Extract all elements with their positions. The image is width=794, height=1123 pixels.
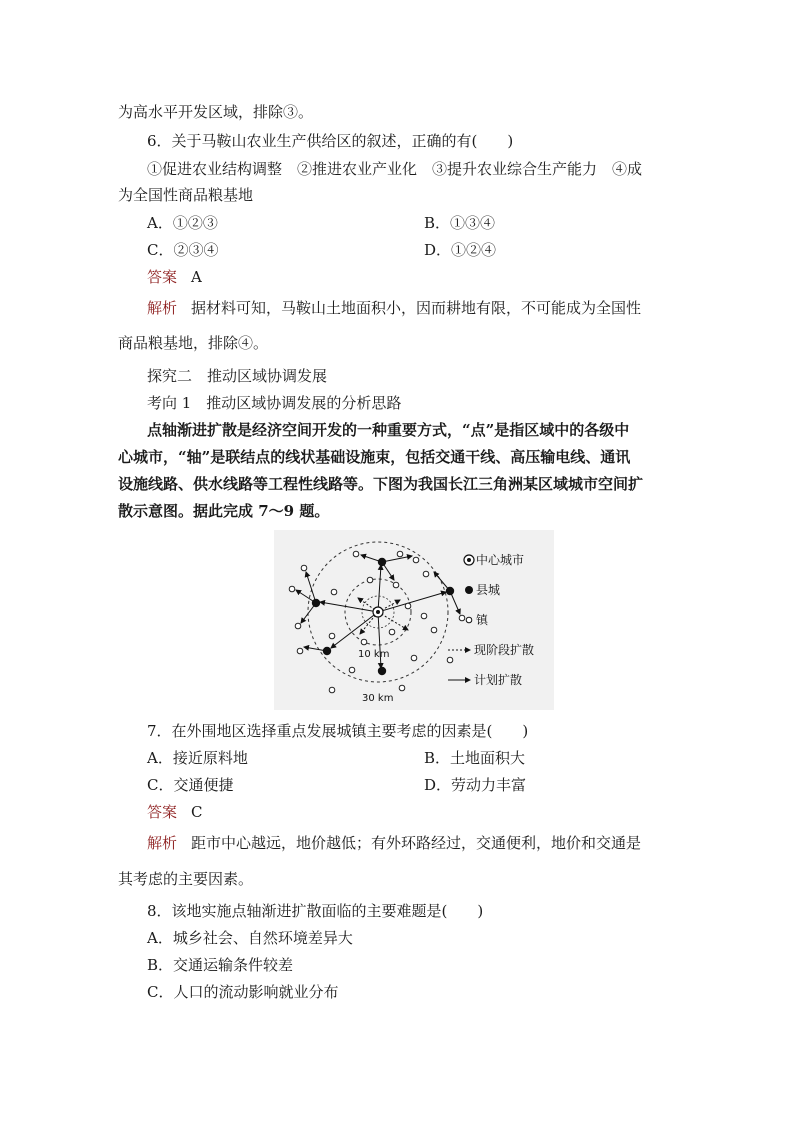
q8-stem: 8．该地实施点轴渐进扩散面临的主要难题是( ): [147, 902, 484, 920]
material-line-4: 散示意图。据此完成 7～9 题。: [118, 502, 330, 520]
q7-option-a: A．接近原料地: [147, 749, 248, 767]
q6-option-d: D．①②④: [424, 241, 497, 259]
q6-explanation-1: [147, 298, 641, 318]
explanation-label: 解析: [147, 834, 178, 852]
label-30km: 30 km: [362, 693, 394, 704]
q6-statements-2: 为全国性商品粮基地: [118, 186, 254, 204]
answer-label: 答案: [147, 268, 178, 286]
label-10km: 10 km: [358, 649, 390, 660]
q6-statements-1: ①促进农业结构调整 ②推进农业产业化 ③提升农业综合生产能力 ④成: [147, 160, 643, 178]
q6-explanation-2: 商品粮基地，排除④。: [118, 334, 269, 352]
continued-explanation: 为高水平开发区域，排除③。: [118, 103, 314, 121]
q8-option-c: C．人口的流动影响就业分布: [147, 983, 339, 1001]
q7-explanation-2: 其考虑的主要因素。: [118, 870, 254, 888]
direction-heading: 考向 1 推动区域协调发展的分析思路: [147, 394, 402, 412]
center-city-dot: [376, 610, 380, 614]
legend-current-spread: 现阶段扩散: [474, 643, 535, 657]
q7-option-b: B．土地面积大: [424, 749, 526, 767]
explanation-label: 解析: [147, 299, 178, 317]
urban-spread-diagram: [274, 530, 554, 710]
q6-option-c: C．②③④: [147, 241, 219, 259]
explanation-text: 据材料可知，马鞍山土地面积小，因而耕地有限，不可能成为全国性: [191, 299, 642, 317]
q6-option-b: B．①③④: [424, 214, 496, 232]
material-line-1: 点轴渐进扩散是经济空间开发的一种重要方式，“点”是指区域中的各级中: [147, 421, 630, 439]
material-line-2: 心城市，“轴”是联结点的线状基础设施束，包括交通干线、高压输电线、通讯: [118, 448, 631, 466]
q6-option-a: A．①②③: [147, 214, 218, 232]
legend-planned-spread: 计划扩散: [474, 673, 523, 687]
q7-explanation-1: [147, 833, 641, 853]
answer-value: A: [191, 268, 202, 286]
q6-stem: 6．关于马鞍山农业生产供给区的叙述，正确的有( ): [147, 132, 514, 150]
answer-value: C: [191, 803, 203, 821]
q8-option-b: B．交通运输条件较差: [147, 956, 294, 974]
section-heading: 探究二 推动区域协调发展: [147, 367, 328, 385]
answer-label: 答案: [147, 803, 178, 821]
q6-answer: [147, 267, 202, 287]
q7-option-d: D．劳动力丰富: [424, 776, 527, 794]
q7-answer: [147, 802, 203, 822]
q7-option-c: C．交通便捷: [147, 776, 234, 794]
legend-county: 县城: [476, 583, 501, 597]
legend-center-city-dot: [467, 558, 471, 562]
q7-stem: 7．在外围地区选择重点发展城镇主要考虑的因素是( ): [147, 722, 529, 740]
legend-center-city: 中心城市: [476, 553, 525, 567]
material-line-3: 设施线路、供水线路等工程性线路等。下图为我国长江三角洲某区域城市空间扩: [118, 475, 644, 493]
legend-town-symbol: [466, 617, 472, 623]
q8-option-a: A．城乡社会、自然环境差异大: [147, 929, 353, 947]
legend-town: 镇: [476, 613, 489, 627]
explanation-text: 距市中心越远，地价越低；有外环路经过，交通便利，地价和交通是: [191, 834, 642, 852]
legend-county-symbol: [465, 586, 473, 594]
